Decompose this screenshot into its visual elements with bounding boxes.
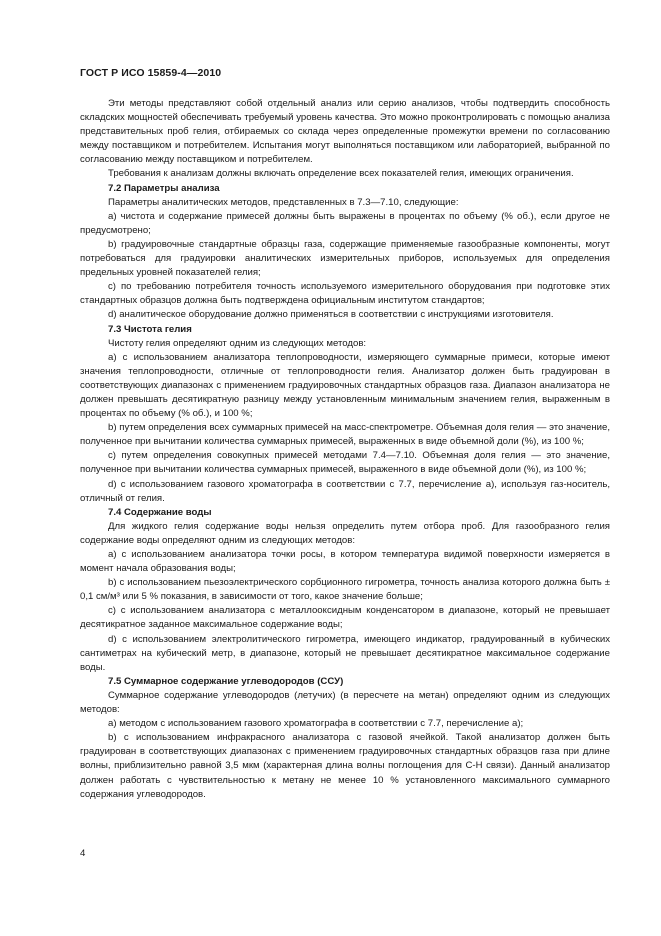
list-item: d) аналитическое оборудование должно применяться в соответствии с инструкциями изготовителя. (108, 309, 554, 321)
page-number: 4 (80, 848, 86, 859)
list-item: d) с использованием газового хроматографа в соответствии с 7.7, перечисление a), используя газ-носитель, отличный от гелия. (80, 478, 610, 504)
list-item: a) с использованием анализатора теплопроводности, измеряющего суммарные примеси, которые имеют значения теплопроводности, отличные от теплопроводности гелия. Анализатор должен быть градуирован в соответствующих диапазонах с применением градуировочных стандартных образцов газа. Диапазон анализатора не должен превышать десятикратную разницу между установленным минимальным значением гелия, выраженным в процентах по объему (% об.), и 100 %; (80, 351, 610, 420)
section-heading-7-3: 7.3 Чистота гелия (108, 323, 192, 335)
section-heading-7-4: 7.4 Содержание воды (108, 506, 212, 518)
list-item: c) путем определения совокупных примесей методами 7.4—7.10. Объемная доля гелия — это значение, полученное при вычитании количества суммарных примесей, выраженного в виде объемной доли (%), из 100 %; (80, 450, 610, 476)
list-item: a) с использованием анализатора точки росы, в котором температура видимой поверхности измеряется в момент начала образования воды; (80, 549, 610, 575)
list-item: c) с использованием анализатора с металлооксидным конденсатором в диапазоне, который не превышает десятикратное заданное максимальное содержание воды; (80, 605, 610, 631)
list-item: b) градуировочные стандартные образцы газа, содержащие применяемые газообразные компоненты, могут потребоваться для градуировки аналитических измерительных приборов, используемых для определения предельных уровней показателей гелия; (80, 238, 610, 279)
paragraph: Эти методы представляют собой отдельный анализ или серию анализов, чтобы подтвердить способность складских мощностей обеспечивать требуемый уровень качества. Это можно проконтролировать с помощью анализа представительных проб гелия, отбираемых со склада через определенные промежутки времени по согласованию между поставщиком и потребителем. Испытания могут выполняться поставщиком или лабораторией, выбранной по согласованию между поставщиком и потребителем. (80, 98, 610, 166)
list-item: b) с использованием пьезоэлектрического сорбционного гигрометра, точность анализа которого должна быть ± 0,1 см/м³ или 5 % показания, в зависимости от того, какое значение больше; (80, 577, 610, 603)
list-item: d) с использованием электролитического гигрометра, имеющего индикатор, градуированный в кубических сантиметрах на кубический метр, в диапазоне, который не превышает десятикратное максимальное содержание воды. (80, 633, 610, 673)
paragraph: Чистоту гелия определяют одним из следующих методов: (108, 337, 367, 349)
list-item: b) с использованием инфракрасного анализатора с газовой ячейкой. Такой анализатор должен быть градуирован в соответствующих диапазонах с применением градуировочных стандартных образцов газа при длине волны, приблизительно равной 3,5 мкм (характерная длина волны поглощения для С-Н связи). Данный анализатор должен работать с чувствительностью к метану не менее 10 % установленного максимального суммарного содержания углеводородов. (80, 732, 610, 800)
paragraph: Суммарное содержание углеводородов (летучих) (в пересчете на метан) определяют одним из следующих методов: (80, 689, 610, 716)
list-item: a) чистота и содержание примесей должны быть выражены в процентах по объему (% об.), если другое не предусмотрено; (80, 210, 610, 236)
section-heading-7-2: 7.2 Параметры анализа (108, 182, 220, 194)
paragraph: Требования к анализам должны включать определение всех показателей гелия, имеющих ограничения. (108, 168, 574, 180)
page-content (80, 97, 610, 802)
list-item: a) методом с использованием газового хроматографа в соответствии с 7.7, перечисление a); (108, 718, 524, 730)
section-heading-7-5: 7.5 Суммарное содержание углеводородов (ССУ) (108, 675, 344, 687)
document-header: ГОСТ Р ИСО 15859-4—2010 (80, 67, 222, 79)
list-item: c) по требованию потребителя точность используемого измерительного оборудования при подготовке этих стандартных образцов должна быть подтверждена официальным институтом стандартов; (80, 281, 610, 307)
list-item: b) путем определения всех суммарных примесей на масс-спектрометре. Объемная доля гелия — это значение, полученное при вычитании количества суммарных примесей, выраженных в виде объемной доли (%), из 100 %; (80, 422, 610, 448)
paragraph: Параметры аналитических методов, представленных в 7.3—7.10, следующие: (108, 196, 459, 208)
paragraph: Для жидкого гелия содержание воды нельзя определить путем отбора проб. Для газообразного гелия содержание воды определяют одним из следующих методов: (80, 520, 610, 546)
